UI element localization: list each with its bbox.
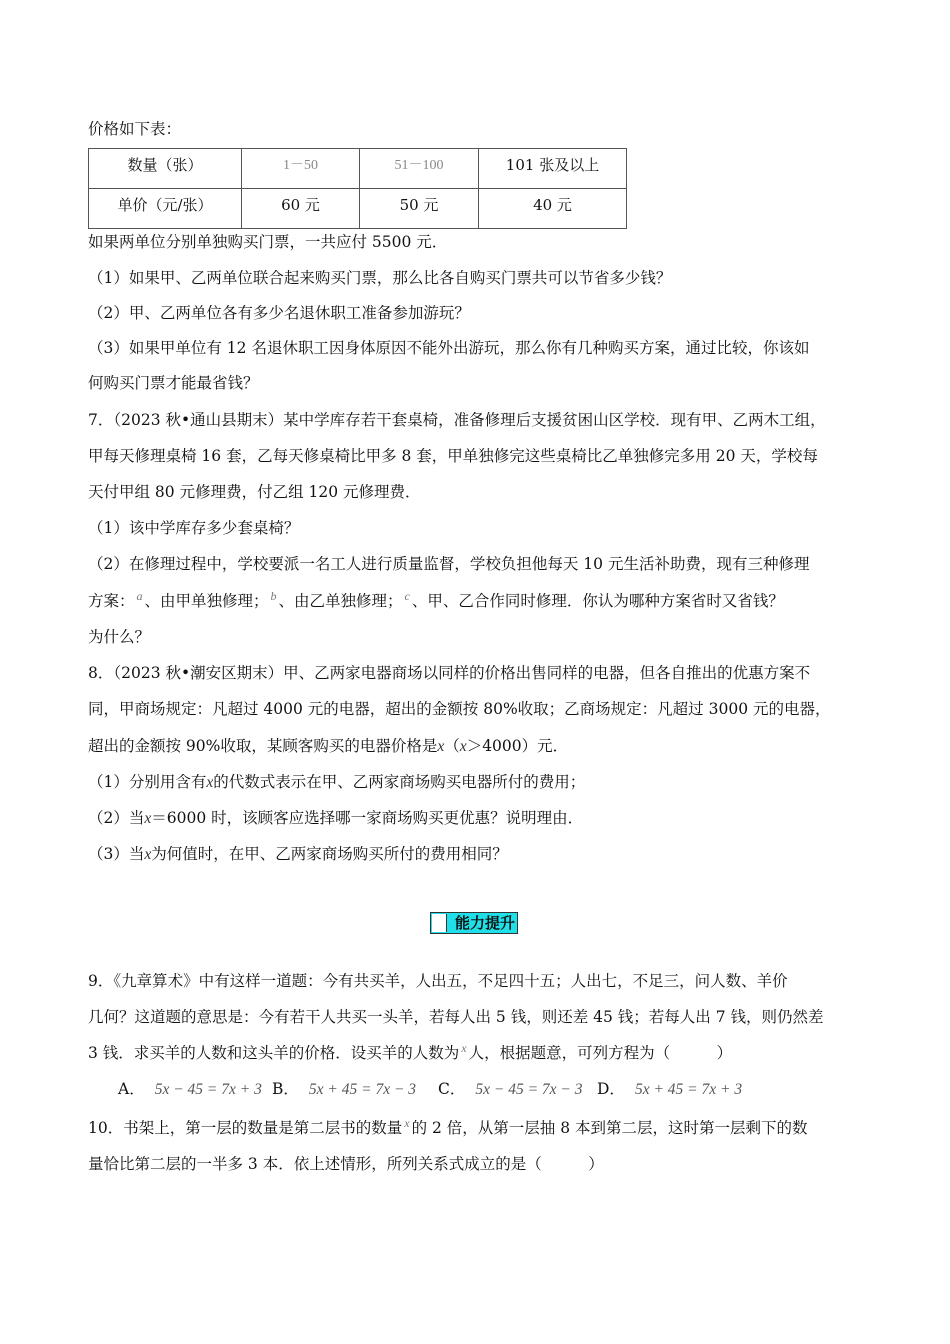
q8-line3 — [88, 735, 568, 758]
price-table — [88, 148, 627, 229]
variable-x: x — [459, 738, 467, 755]
text: （2）当 — [88, 809, 145, 827]
option-c[interactable] — [438, 1078, 583, 1101]
text: 方案： — [88, 592, 135, 610]
q7-part2-cont: 为什么？ — [88, 628, 151, 646]
table-row — [89, 189, 627, 229]
table-cell: 50 元 — [360, 189, 479, 229]
option-d[interactable] — [597, 1078, 742, 1101]
q6-part1: （1）如果甲、乙两单位联合起来购买门票，那么比各自购买门票共可以节省多少钱？ — [88, 269, 672, 287]
option-b[interactable] — [272, 1078, 416, 1101]
text: 为何值时，在甲、乙两家商场购买所付的费用相同？ — [151, 845, 508, 863]
variable-b: b — [270, 589, 277, 603]
q10-line1 — [88, 1117, 808, 1140]
q8-part2 — [88, 807, 583, 830]
table-cell: 101 张及以上 — [479, 149, 627, 189]
q6-line: 如果两单位分别单独购买门票，一共应付 5500 元． — [88, 233, 448, 251]
table-cell: 1－50 — [242, 149, 360, 189]
text: 、由甲单独修理； — [144, 592, 269, 610]
table-cell: 60 元 — [242, 189, 360, 229]
table-cell: 单价（元/张） — [89, 189, 242, 229]
variable-x: x — [144, 810, 152, 827]
option-a[interactable] — [118, 1078, 262, 1101]
q6-part3-cont: 何购买门票才能最省钱？ — [88, 374, 259, 392]
text: ＞4000）元． — [466, 737, 569, 755]
table-cell: 40 元 — [479, 189, 627, 229]
option-equation: 5x − 45 = 7x + 3 — [154, 1081, 262, 1098]
q7-part1: （1）该中学库存多少套桌椅？ — [88, 519, 300, 537]
text: 10．书架上，第一层的数量是第二层书的数量 — [88, 1119, 403, 1137]
table-cell: 51－100 — [360, 149, 479, 189]
text: （ — [444, 737, 460, 755]
variable-x: x — [437, 738, 445, 755]
q6-part3: （3）如果甲单位有 12 名退休职工因身体原因不能外出游玩，那么你有几种购买方案，通过比较，你该如 — [88, 339, 810, 357]
q7-line3: 天付甲组 80 元修理费，付乙组 120 元修理费． — [88, 483, 421, 501]
section-title: 能力提升 — [454, 914, 515, 932]
option-equation: 5x − 45 = 7x − 3 — [475, 1081, 583, 1098]
q8-line1: 8．（2023 秋•潮安区期末）甲、乙两家电器商场以同样的价格出售同样的电器，但各自推出的优惠方案不 — [88, 664, 811, 682]
variable-x: x — [404, 1116, 410, 1130]
option-label: B． — [272, 1080, 299, 1098]
text: 3 钱．求买羊的人数和这头羊的价格．设买羊的人数为 — [88, 1044, 460, 1062]
text: 、由乙单独修理； — [278, 592, 403, 610]
option-label: C． — [438, 1080, 466, 1098]
intro-text: 价格如下表： — [88, 120, 182, 138]
variable-c: c — [404, 589, 410, 603]
text: （1）分别用含有 — [88, 773, 207, 791]
option-label: A． — [118, 1080, 145, 1098]
q8-line2: 同，甲商场规定：凡超过 4000 元的电器，超出的金额按 80%收取；乙商场规定：凡超过 3000 元的电器， — [88, 700, 831, 718]
heading-marker — [432, 914, 447, 932]
variable-x: x — [461, 1041, 467, 1055]
table-row — [89, 149, 627, 189]
text: （3）当 — [88, 845, 145, 863]
q7-line1: 7．（2023 秋•通山县期末）某中学库存若干套桌椅，准备修理后支援贫困山区学校．现有甲、乙两木工组， — [88, 411, 826, 429]
variable-x: x — [206, 774, 214, 791]
variable-x: x — [144, 846, 152, 863]
option-label: D． — [597, 1080, 625, 1098]
text: 的代数式表示在甲、乙两家商场购买电器所付的费用； — [213, 773, 586, 791]
q9-line2: 几何？这道题的意思是：今有若干人共买一头羊，若每人出 5 钱，则还差 45 钱；若每人出 7 钱，则仍然差 — [88, 1008, 824, 1026]
text: 人，根据题意，可列方程为（ ） — [468, 1044, 733, 1062]
q8-part1 — [88, 771, 585, 794]
text: 、甲、乙合作同时修理．你认为哪种方案省时又省钱？ — [411, 592, 784, 610]
text: ＝6000 时，该顾客应选择哪一家商场购买更优惠？说明理由． — [151, 809, 584, 827]
q10-line2: 量恰比第二层的一半多 3 本．依上述情形，所列关系式成立的是（ ） — [88, 1155, 604, 1173]
variable-a: a — [136, 589, 143, 603]
q9-line1: 9．《九章算术》中有这样一道题：今有共买羊，人出五，不足四十五；人出七，不足三，问人数、羊价 — [88, 972, 788, 990]
section-heading — [430, 912, 518, 934]
table-cell: 数量（张） — [89, 149, 242, 189]
q7-line2: 甲每天修理桌椅 16 套，乙每天修桌椅比甲多 8 套，甲单独修完这些桌椅比乙单独修完多用 20 天，学校每 — [88, 447, 818, 465]
option-equation: 5x + 45 = 7x + 3 — [634, 1081, 743, 1098]
q9-line3 — [88, 1042, 732, 1065]
q6-part2: （2）甲、乙两单位各有多少名退休职工准备参加游玩？ — [88, 304, 470, 322]
option-equation: 5x + 45 = 7x − 3 — [308, 1081, 417, 1098]
q7-part2-options — [88, 590, 784, 613]
text: 超出的金额按 90%收取，某顾客购买的电器价格是 — [88, 737, 438, 755]
q8-part3 — [88, 843, 508, 866]
text: 的 2 倍，从第一层抽 8 本到第二层，这时第一层剩下的数 — [411, 1119, 808, 1137]
q7-part2: （2）在修理过程中，学校要派一名工人进行质量监督，学校负担他每天 10 元生活补助费，现有三种修理 — [88, 555, 810, 573]
